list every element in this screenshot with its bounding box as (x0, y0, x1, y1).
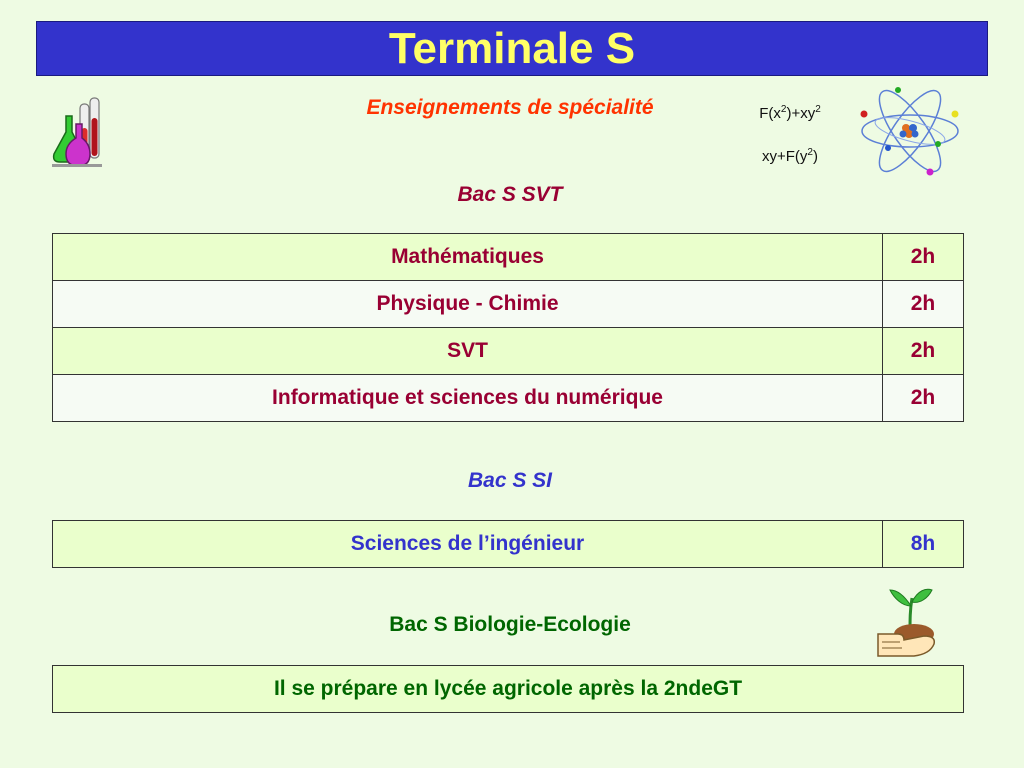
subject-cell: Sciences de l’ingénieur (53, 521, 883, 568)
subject-cell: Mathématiques (53, 234, 883, 281)
subject-cell: SVT (53, 328, 883, 375)
hours-cell: 2h (883, 234, 964, 281)
subject-cell: Physique - Chimie (53, 281, 883, 328)
formula-line-1: $F(x^2)+xy^2$ (759, 104, 821, 122)
title-banner (36, 21, 988, 76)
lab-flasks-icon (50, 94, 110, 170)
hours-cell: 2h (883, 281, 964, 328)
table-row (53, 521, 964, 568)
si-heading: Bac S SI (467, 469, 553, 492)
bio-note-box (52, 665, 964, 713)
hours-cell: 8h (883, 521, 964, 568)
hours-cell: 2h (883, 328, 964, 375)
table-row (53, 234, 964, 281)
subtitle: Enseignements de spécialité (366, 96, 654, 119)
formula-line-2: $xy+F(y^2)$ (762, 147, 818, 165)
atom-icon (858, 84, 962, 178)
bio-note: Il se prépare en lycée agricole après la 2ndeGT (53, 666, 964, 713)
bio-heading: Bac S Biologie-Ecologie (389, 613, 631, 636)
plant-in-hand-icon (874, 584, 940, 660)
svt-table (52, 233, 964, 422)
table-row (53, 375, 964, 422)
si-table (52, 520, 964, 568)
svt-heading: Bac S SVT (457, 183, 563, 206)
table-row (53, 281, 964, 328)
page-title: Terminale S (388, 23, 636, 73)
hours-cell: 2h (883, 375, 964, 422)
subject-cell: Informatique et sciences du numérique (53, 375, 883, 422)
table-row (53, 328, 964, 375)
table-row (53, 666, 964, 713)
